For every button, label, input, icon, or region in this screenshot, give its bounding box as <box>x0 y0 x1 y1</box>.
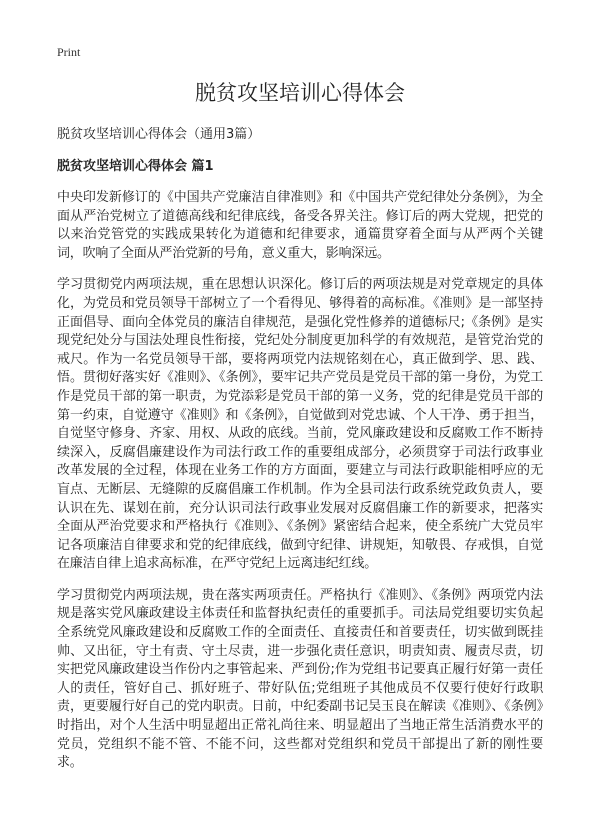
paragraph: 学习贯彻党内两项法规，贵在落实两项责任。严格执行《准则》、《条例》两项党内法规是落实党风廉政建设主体责任和监督执纪责任的重要抓手。司法局党组要切实负起全系统党风廉政建设和反腐败工作的全面责任、直接责任和首要责任，切实做到既挂帅、又出征，守土有责、守土尽责，进一步强化责任意识，明责知责、履责尽责，切实把党风廉政建设当作份内之事管起来、严到份;作为党组书记要真正履行好第一责任人的责任，管好自己、抓好班子、带好队伍;党组班子其他成员不仅要行使好行政职责，更要履行好自己的党内职责。日前，中纪委副书记吴玉良在解读《准则》、《条例》时指出，对个人生活中明显超出正常礼尚往来、明显超出了当地正常生活消费水平的党员，党组织不能不管、不能不问，这些都对党组织和党员干部提出了新的刚性要求。 <box>57 587 543 771</box>
section-heading: 脱贫攻坚培训心得体会 篇1 <box>57 159 214 174</box>
document-title: 脱贫攻坚培训心得体会 <box>195 81 405 105</box>
print-link[interactable]: Print <box>57 45 81 59</box>
document-subtitle: 脱贫攻坚培训心得体会（通用3篇） <box>57 127 261 142</box>
paragraph: 学习贯彻党内两项法规，重在思想认识深化。修订后的两项法规是对党章规定的具体化，为党员和党员领导干部树立了一个看得见、够得着的高标准。《准则》是一部坚持正面倡导、面向全体党员的廉洁自律规范，是强化党性修养的道德标尺;《条例》是实现党纪处分与国法处理良性衔接，党纪处分制度更加科学的有效规范，是管党治党的戒尺。作为一名党员领导干部，要将两项党内法规铭刻在心，真正做到学、思、践、悟。贯彻好落实好《准则》、《条例》，要牢记共产党员是党员干部的第一身份，为党工作是党员干部的第一职责，为党添彩是党员干部的第一义务，党的纪律是党员干部的第一约束，自觉遵守《准则》和《条例》，自觉做到对党忠诚、个人干净、勇于担当，自觉坚守修身、齐家、用权、从政的底线。当前，党风廉政建设和反腐败工作不断持续深入，反腐倡廉建设作为司法行政工作的重要组成部分，必须贯穿于司法行政事业改革发展的全过程，体现在业务工作的方方面面，要建立与司法行政职能相呼应的无盲点、无断层、无缝隙的反腐倡廉工作机制。作为全县司法行政系统党政负责人，要认识在先、谋划在前，充分认识司法行政事业发展对反腐倡廉工作的新要求，把落实全面从严治党要求和严格执行《准则》、《条例》紧密结合起来，使全系统广大党员牢记各项廉洁自律要求和党的纪律底线，做到守纪律、讲规矩，知敬畏、存戒惧，自觉在廉洁自律上追求高标准，在严守党纪上远离违纪红线。 <box>57 277 543 572</box>
paragraph: 中央印发新修订的《中国共产党廉洁自律准则》和《中国共产党纪律处分条例》，为全面从严治党树立了道德高线和纪律底线，备受各界关注。修订后的两大党规，把党的以来治党管党的实践成果转化为道德和纪律要求，通篇贯穿着全面与从严两个关键词，吹响了全面从严治党新的号角，意义重大，影响深远。 <box>57 190 543 261</box>
